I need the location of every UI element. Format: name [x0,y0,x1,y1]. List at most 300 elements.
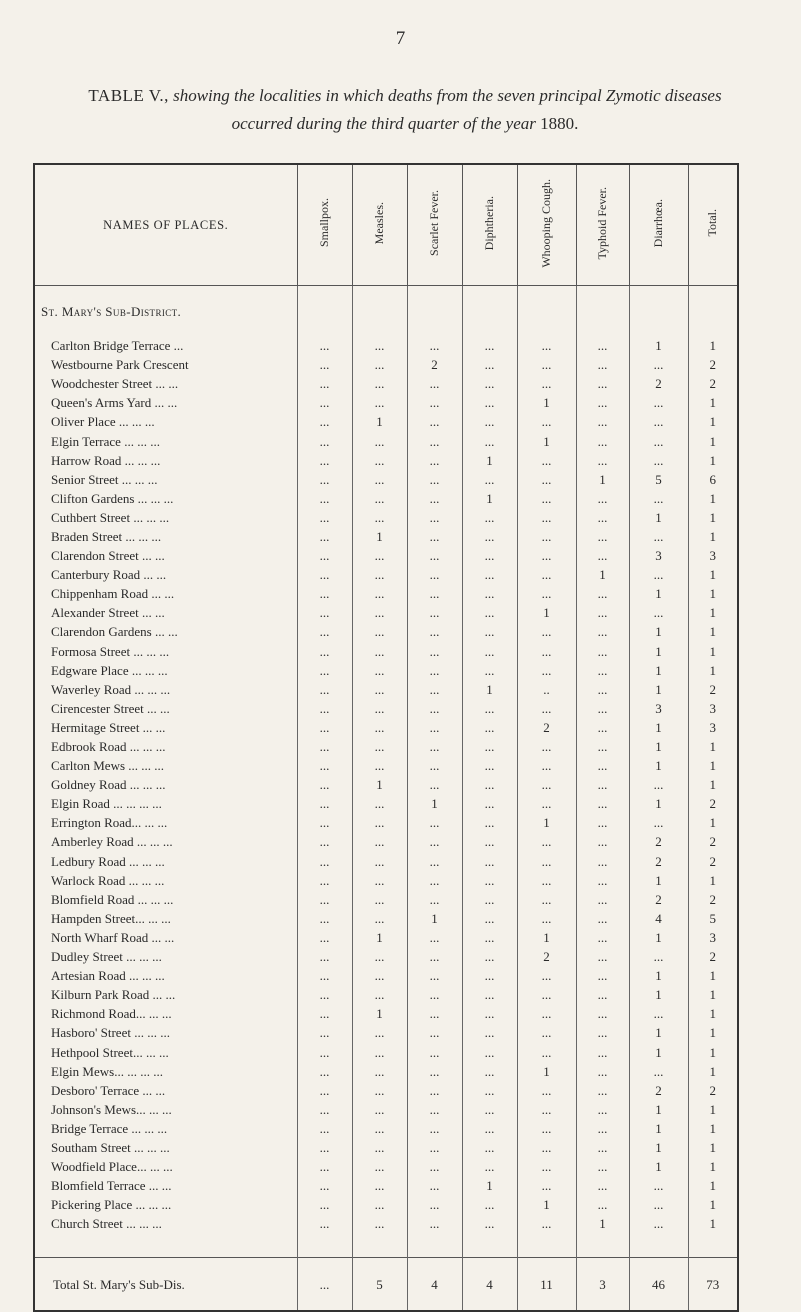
cell-smallpox: ... [297,1081,352,1100]
cell-typhoid-fever: ... [576,832,629,851]
cell-scarlet-fever: ... [407,1214,462,1233]
cell-total: 3 [688,699,738,718]
cell-scarlet-fever: ... [407,393,462,412]
cell-measles: ... [352,642,407,661]
cell-total: 1 [688,603,738,622]
place-name: Clarendon Street ... ... [34,546,297,565]
cell-whooping-cough: 11 [517,1258,576,1312]
cell-scarlet-fever: ... [407,832,462,851]
cell-typhoid-fever: ... [576,718,629,737]
cell-diphtheria: ... [462,412,517,431]
cell-measles: 1 [352,412,407,431]
cell-whooping-cough: ... [517,451,576,470]
cell-smallpox: ... [297,909,352,928]
cell-measles: ... [352,718,407,737]
cell-total: 2 [688,890,738,909]
cell-scarlet-fever: ... [407,1176,462,1195]
table-row [34,431,738,450]
cell-measles: ... [352,737,407,756]
cell-total: 3 [688,546,738,565]
cell-smallpox: ... [297,1195,352,1214]
column-header-scarlet-fever: Scarlet Fever. [407,164,462,286]
cell-diarrhoea: 1 [629,737,688,756]
cell-diphtheria: ... [462,565,517,584]
cell-total: 1 [688,565,738,584]
cell-smallpox: ... [297,1119,352,1138]
cell-measles: 5 [352,1258,407,1312]
cell-typhoid-fever: ... [576,871,629,890]
cell-diphtheria: ... [462,527,517,546]
cell-whooping-cough: ... [517,470,576,489]
place-name: Senior Street ... ... ... [34,470,297,489]
cell-diarrhoea: ... [629,947,688,966]
cell-scarlet-fever: 4 [407,1258,462,1312]
cell-whooping-cough: .. [517,680,576,699]
cell-smallpox: ... [297,431,352,450]
cell-total: 1 [688,756,738,775]
cell-scarlet-fever: ... [407,928,462,947]
cell-typhoid-fever: ... [576,852,629,871]
cell-diarrhoea: 1 [629,985,688,1004]
place-name: Harrow Road ... ... ... [34,451,297,470]
cell-diarrhoea: ... [629,527,688,546]
place-name: Canterbury Road ... ... [34,565,297,584]
cell-whooping-cough: ... [517,584,576,603]
cell-typhoid-fever: ... [576,374,629,393]
cell-total: 1 [688,1176,738,1195]
cell-diphtheria: ... [462,470,517,489]
place-name: Carlton Mews ... ... ... [34,756,297,775]
cell-smallpox: ... [297,622,352,641]
place-name: Clarendon Gardens ... ... [34,622,297,641]
cell-smallpox: ... [297,1004,352,1023]
cell-diphtheria: ... [462,928,517,947]
cell-typhoid-fever: ... [576,1157,629,1176]
cell-typhoid-fever: ... [576,737,629,756]
cell-total: 1 [688,1138,738,1157]
cell-typhoid-fever: ... [576,699,629,718]
cell-diphtheria: ... [462,699,517,718]
cell-scarlet-fever: ... [407,1157,462,1176]
cell-total: 1 [688,737,738,756]
cell-scarlet-fever: ... [407,1062,462,1081]
cell-total: 73 [688,1258,738,1312]
cell-diarrhoea: ... [629,393,688,412]
cell-total: 2 [688,1081,738,1100]
table-row [34,966,738,985]
table-row [34,642,738,661]
cell-typhoid-fever: ... [576,1004,629,1023]
cell-typhoid-fever: ... [576,1081,629,1100]
cell-diphtheria: ... [462,1023,517,1042]
cell-total: 2 [688,355,738,374]
cell-measles: 1 [352,775,407,794]
cell-smallpox: ... [297,1258,352,1312]
cell-diphtheria: ... [462,1214,517,1233]
cell-whooping-cough: ... [517,775,576,794]
cell-diarrhoea: 3 [629,546,688,565]
cell-measles: ... [352,336,407,355]
cell-total: 2 [688,794,738,813]
table-row [34,489,738,508]
cell-measles: ... [352,1081,407,1100]
cell-scarlet-fever: ... [407,546,462,565]
cell-whooping-cough: 1 [517,1062,576,1081]
cell-diarrhoea: 1 [629,642,688,661]
caption-lead: TABLE V., [88,86,169,105]
cell-whooping-cough: ... [517,527,576,546]
cell-whooping-cough: ... [517,642,576,661]
cell-whooping-cough: ... [517,1214,576,1233]
table-row [34,756,738,775]
place-name: Warlock Road ... ... ... [34,871,297,890]
cell-diphtheria: ... [462,775,517,794]
column-header-whooping-cough: Whooping Cough. [517,164,576,286]
cell-measles: ... [352,794,407,813]
place-name: Southam Street ... ... ... [34,1138,297,1157]
column-header-smallpox: Smallpox. [297,164,352,286]
cell-whooping-cough: ... [517,794,576,813]
cell-typhoid-fever: ... [576,451,629,470]
cell-scarlet-fever: ... [407,1119,462,1138]
cell-smallpox: ... [297,546,352,565]
cell-whooping-cough: ... [517,336,576,355]
cell-whooping-cough: ... [517,985,576,1004]
column-header-measles: Measles. [352,164,407,286]
place-name: Queen's Arms Yard ... ... [34,393,297,412]
cell-total: 1 [688,489,738,508]
cell-diphtheria: ... [462,584,517,603]
cell-smallpox: ... [297,1214,352,1233]
cell-scarlet-fever: ... [407,661,462,680]
place-name: Desboro' Terrace ... ... [34,1081,297,1100]
table-row [34,1119,738,1138]
cell-diphtheria: ... [462,1138,517,1157]
cell-total: 3 [688,928,738,947]
cell-diarrhoea: 3 [629,699,688,718]
place-name: Hampden Street... ... ... [34,909,297,928]
cell-diarrhoea: 1 [629,1042,688,1061]
cell-typhoid-fever: ... [576,928,629,947]
cell-typhoid-fever: ... [576,661,629,680]
cell-scarlet-fever: 1 [407,909,462,928]
cell-whooping-cough: 2 [517,718,576,737]
cell-scarlet-fever: ... [407,966,462,985]
table-row [34,527,738,546]
cell-scarlet-fever: ... [407,1138,462,1157]
table-row [34,393,738,412]
cell-measles: ... [352,813,407,832]
cell-typhoid-fever: ... [576,393,629,412]
place-name: Braden Street ... ... ... [34,527,297,546]
cell-smallpox: ... [297,832,352,851]
cell-measles: ... [352,756,407,775]
cell-whooping-cough: ... [517,890,576,909]
table-row [34,622,738,641]
place-name: Clifton Gardens ... ... ... [34,489,297,508]
cell-total: 1 [688,508,738,527]
table-row [34,1004,738,1023]
table-row [34,374,738,393]
cell-smallpox: ... [297,680,352,699]
cell-scarlet-fever: ... [407,985,462,1004]
cell-whooping-cough: 1 [517,431,576,450]
cell-scarlet-fever: ... [407,871,462,890]
cell-measles: ... [352,355,407,374]
section-title: St. Mary's Sub-District. [34,286,297,337]
place-name: Ledbury Road ... ... ... [34,852,297,871]
cell-total: 1 [688,1062,738,1081]
cell-total: 1 [688,393,738,412]
cell-scarlet-fever: ... [407,1195,462,1214]
cell-smallpox: ... [297,1042,352,1061]
cell-measles: ... [352,947,407,966]
cell-smallpox: ... [297,393,352,412]
cell-smallpox: ... [297,852,352,871]
cell-smallpox: ... [297,1138,352,1157]
cell-smallpox: ... [297,603,352,622]
cell-typhoid-fever: ... [576,1138,629,1157]
cell-scarlet-fever: ... [407,451,462,470]
cell-typhoid-fever: ... [576,412,629,431]
cell-typhoid-fever: ... [576,336,629,355]
cell-smallpox: ... [297,737,352,756]
cell-total: 1 [688,1042,738,1061]
table-row [34,1062,738,1081]
cell-measles: ... [352,470,407,489]
cell-smallpox: ... [297,1023,352,1042]
cell-diphtheria: ... [462,871,517,890]
cell-diphtheria: ... [462,622,517,641]
place-name: Woodchester Street ... ... [34,374,297,393]
cell-diphtheria: ... [462,1100,517,1119]
cell-measles: ... [352,699,407,718]
cell-scarlet-fever: ... [407,374,462,393]
place-name: Bridge Terrace ... ... ... [34,1119,297,1138]
cell-diphtheria: ... [462,909,517,928]
table-row [34,890,738,909]
cell-smallpox: ... [297,1100,352,1119]
cell-measles: ... [352,1100,407,1119]
cell-diarrhoea: ... [629,489,688,508]
table-row [34,985,738,1004]
cell-typhoid-fever: ... [576,622,629,641]
cell-diphtheria: ... [462,393,517,412]
table-row [34,737,738,756]
cell-diarrhoea: ... [629,451,688,470]
cell-smallpox: ... [297,355,352,374]
cell-diarrhoea: ... [629,412,688,431]
cell-whooping-cough: ... [517,1023,576,1042]
cell-diarrhoea: ... [629,1176,688,1195]
cell-diarrhoea: ... [629,431,688,450]
cell-diphtheria: ... [462,1157,517,1176]
cell-diarrhoea: 2 [629,852,688,871]
cell-measles: 1 [352,1004,407,1023]
cell-diphtheria: ... [462,1062,517,1081]
cell-smallpox: ... [297,374,352,393]
cell-smallpox: ... [297,1062,352,1081]
cell-diarrhoea: 1 [629,871,688,890]
table-row [34,470,738,489]
place-name: Dudley Street ... ... ... [34,947,297,966]
place-name: Goldney Road ... ... ... [34,775,297,794]
cell-whooping-cough: ... [517,1081,576,1100]
place-name: Carlton Bridge Terrace ... [34,336,297,355]
cell-measles: ... [352,890,407,909]
cell-typhoid-fever: ... [576,947,629,966]
cell-total: 1 [688,642,738,661]
column-header-typhoid-fever: Typhoid Fever. [576,164,629,286]
cell-whooping-cough: ... [517,1138,576,1157]
cell-diarrhoea: ... [629,813,688,832]
cell-typhoid-fever: ... [576,1195,629,1214]
cell-smallpox: ... [297,412,352,431]
cell-smallpox: ... [297,508,352,527]
table-row [34,603,738,622]
place-name: Amberley Road ... ... ... [34,832,297,851]
deaths-by-locality-table [33,163,739,1312]
table-row [34,565,738,584]
cell-diphtheria: 1 [462,451,517,470]
cell-typhoid-fever: ... [576,1100,629,1119]
cell-measles: ... [352,1195,407,1214]
cell-total: 1 [688,527,738,546]
cell-smallpox: ... [297,966,352,985]
cell-scarlet-fever: 2 [407,355,462,374]
cell-total: 2 [688,852,738,871]
cell-diarrhoea: 1 [629,1023,688,1042]
cell-typhoid-fever: ... [576,756,629,775]
cell-diphtheria: ... [462,1042,517,1061]
cell-whooping-cough: ... [517,852,576,871]
cell-total: 1 [688,1157,738,1176]
place-name: Blomfield Road ... ... ... [34,890,297,909]
section-row [34,286,738,337]
cell-measles: ... [352,1138,407,1157]
place-name: Hethpool Street... ... ... [34,1042,297,1061]
cell-scarlet-fever: ... [407,603,462,622]
cell-total: 1 [688,1214,738,1233]
cell-scarlet-fever: ... [407,947,462,966]
cell-diarrhoea: 1 [629,1157,688,1176]
caption-year: 1880. [540,114,579,133]
cell-scarlet-fever: ... [407,813,462,832]
cell-measles: ... [352,489,407,508]
cell-typhoid-fever: ... [576,431,629,450]
table-row [34,1138,738,1157]
cell-smallpox: ... [297,985,352,1004]
cell-whooping-cough: ... [517,871,576,890]
spacer-row [34,1233,738,1258]
cell-total: 2 [688,374,738,393]
column-header-diphtheria: Diphtheria. [462,164,517,286]
cell-diphtheria: ... [462,1081,517,1100]
cell-whooping-cough: ... [517,1004,576,1023]
cell-smallpox: ... [297,699,352,718]
cell-measles: ... [352,431,407,450]
cell-diarrhoea: 1 [629,622,688,641]
cell-scarlet-fever: ... [407,565,462,584]
cell-total: 1 [688,336,738,355]
cell-whooping-cough: ... [517,1157,576,1176]
cell-smallpox: ... [297,718,352,737]
cell-total: 1 [688,1100,738,1119]
table-row [34,584,738,603]
cell-diphtheria: ... [462,336,517,355]
cell-smallpox: ... [297,1157,352,1176]
cell-total: 1 [688,1023,738,1042]
cell-diarrhoea: ... [629,355,688,374]
place-name: Elgin Terrace ... ... ... [34,431,297,450]
place-name: Elgin Road ... ... ... ... [34,794,297,813]
table-row [34,355,738,374]
cell-whooping-cough: ... [517,355,576,374]
cell-typhoid-fever: ... [576,1042,629,1061]
cell-total: 1 [688,622,738,641]
table-row [34,412,738,431]
cell-typhoid-fever: ... [576,508,629,527]
cell-total: 3 [688,718,738,737]
cell-whooping-cough: ... [517,832,576,851]
place-name: Richmond Road... ... ... [34,1004,297,1023]
place-name: Waverley Road ... ... ... [34,680,297,699]
cell-measles: ... [352,909,407,928]
cell-typhoid-fever: ... [576,546,629,565]
cell-measles: ... [352,451,407,470]
cell-measles: ... [352,1176,407,1195]
place-name: Edbrook Road ... ... ... [34,737,297,756]
cell-diarrhoea: ... [629,1195,688,1214]
cell-diphtheria: ... [462,661,517,680]
table-row [34,699,738,718]
cell-diphtheria: 1 [462,489,517,508]
cell-whooping-cough: ... [517,1176,576,1195]
cell-diphtheria: ... [462,1195,517,1214]
cell-measles: ... [352,680,407,699]
cell-smallpox: ... [297,775,352,794]
cell-smallpox: ... [297,584,352,603]
cell-diarrhoea: 5 [629,470,688,489]
cell-smallpox: ... [297,890,352,909]
cell-typhoid-fever: ... [576,489,629,508]
cell-diarrhoea: 2 [629,1081,688,1100]
cell-scarlet-fever: ... [407,489,462,508]
cell-measles: ... [352,603,407,622]
cell-diphtheria: ... [462,737,517,756]
cell-diarrhoea: ... [629,775,688,794]
cell-diphtheria: ... [462,1004,517,1023]
cell-whooping-cough: 1 [517,1195,576,1214]
cell-diphtheria: ... [462,374,517,393]
cell-total: 2 [688,832,738,851]
table-row [34,1176,738,1195]
cell-diarrhoea: 1 [629,756,688,775]
cell-total: 1 [688,584,738,603]
cell-diphtheria: ... [462,603,517,622]
table-row [34,1214,738,1233]
cell-whooping-cough: ... [517,1042,576,1061]
cell-whooping-cough: 1 [517,928,576,947]
cell-typhoid-fever: ... [576,603,629,622]
cell-diphtheria: ... [462,1119,517,1138]
cell-measles: ... [352,1214,407,1233]
cell-smallpox: ... [297,489,352,508]
cell-typhoid-fever: ... [576,890,629,909]
cell-diarrhoea: 1 [629,508,688,527]
cell-scarlet-fever: ... [407,1023,462,1042]
cell-diphtheria: ... [462,966,517,985]
